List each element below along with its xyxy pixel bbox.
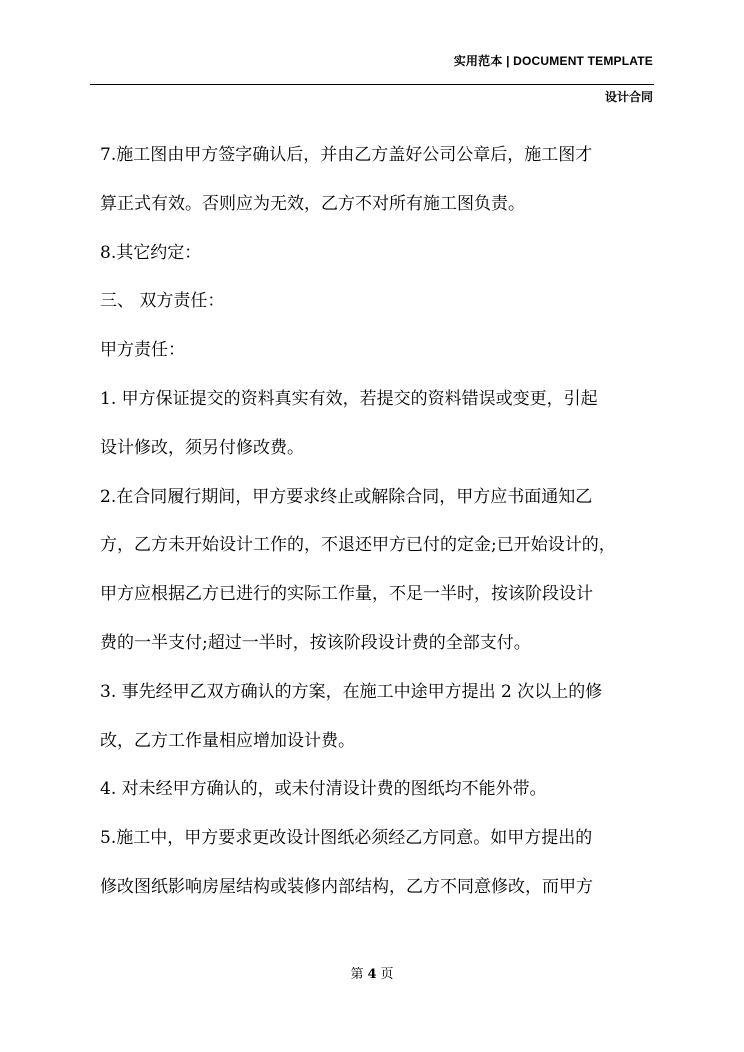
header-divider xyxy=(90,84,654,85)
body-line: 设计修改，须另付修改费。 xyxy=(100,437,304,458)
body-line: 3. 事先经甲乙双方确认的方案，在施工中途甲方提出 2 次以上的修 xyxy=(100,681,603,702)
subsection-heading: 甲方责任： xyxy=(100,340,185,361)
body-line: 5.施工中，甲方要求更改设计图纸必须经乙方同意。如甲方提出的 xyxy=(100,828,593,849)
body-line: 甲方应根据乙方已进行的实际工作量，不足一半时，按该阶段设计 xyxy=(100,584,593,605)
page-number: 4 xyxy=(367,967,377,982)
body-line: 1. 甲方保证提交的资料真实有效，若提交的资料错误或变更，引起 xyxy=(100,388,598,409)
page-prefix: 第 xyxy=(350,967,364,982)
body-line: 费的一半支付;超过一半时，按该阶段设计费的全部支付。 xyxy=(100,632,531,653)
body-line: 8.其它约定： xyxy=(100,242,202,263)
header-subtitle: 设计合同 xyxy=(604,90,653,104)
header-title: 实用范本 | DOCUMENT TEMPLATE xyxy=(453,54,653,68)
body-line: 7.施工图由甲方签字确认后，并由乙方盖好公司公章后，施工图才 xyxy=(100,145,593,165)
body-line: 方，乙方未开始设计工作的，不退还甲方已付的定金;已开始设计的， xyxy=(100,535,616,556)
page-suffix: 页 xyxy=(380,967,394,982)
section-heading: 三、 双方责任： xyxy=(100,291,225,312)
body-line: 修改图纸影响房屋结构或装修内部结构，乙方不同意修改，而甲方 xyxy=(100,876,593,897)
body-line: 2.在合同履行期间，甲方要求终止或解除合同，甲方应书面通知乙 xyxy=(100,486,593,507)
body-line: 4. 对未经甲方确认的，或未付清设计费的图纸均不能外带。 xyxy=(100,779,547,800)
page-footer xyxy=(0,963,744,982)
document-body xyxy=(100,135,656,916)
body-line: 改，乙方工作量相应增加设计费。 xyxy=(100,730,355,751)
body-line: 算正式有效。否则应为无效，乙方不对所有施工图负责。 xyxy=(100,193,525,214)
